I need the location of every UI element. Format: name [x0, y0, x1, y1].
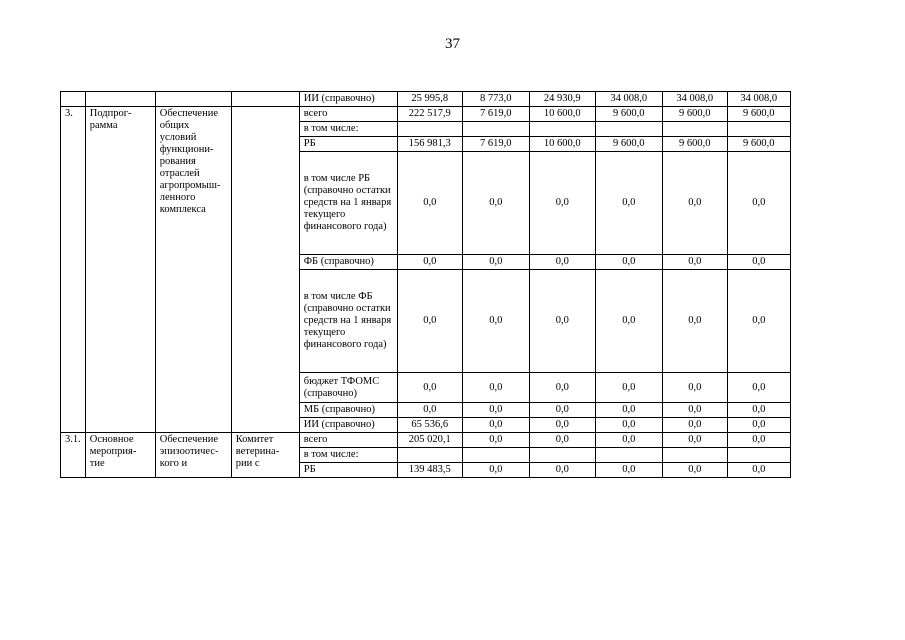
cell-number: 3. — [61, 107, 86, 433]
cell-amount: 0,0 — [397, 152, 462, 255]
cell-amount: 156 981,3 — [397, 137, 462, 152]
cell-amount: 0,0 — [595, 373, 662, 403]
cell-amount: 0,0 — [595, 403, 662, 418]
cell-amount: 0,0 — [727, 270, 790, 373]
cell-amount: 0,0 — [662, 373, 727, 403]
cell-amount: 0,0 — [529, 418, 595, 433]
cell-amount: 0,0 — [595, 152, 662, 255]
cell-amount: 222 517,9 — [397, 107, 462, 122]
cell-amount: 0,0 — [727, 255, 790, 270]
cell-amount — [595, 122, 662, 137]
cell-funding-source: РБ — [299, 463, 397, 478]
cell-amount: 0,0 — [529, 373, 595, 403]
cell-amount: 205 020,1 — [397, 433, 462, 448]
cell-funding-source: всего — [299, 433, 397, 448]
cell-amount: 0,0 — [397, 373, 462, 403]
cell-amount — [462, 122, 529, 137]
cell-number — [61, 92, 86, 107]
budget-table — [60, 91, 791, 478]
cell-name: Обеспечение эпизоотичес- кого и — [155, 433, 231, 478]
cell-amount: 0,0 — [397, 270, 462, 373]
cell-amount: 9 600,0 — [662, 137, 727, 152]
cell-amount: 0,0 — [462, 270, 529, 373]
cell-amount: 0,0 — [595, 418, 662, 433]
cell-amount: 9 600,0 — [595, 137, 662, 152]
cell-amount: 0,0 — [595, 463, 662, 478]
cell-executor — [231, 92, 299, 107]
cell-amount: 0,0 — [462, 373, 529, 403]
cell-name: Обеспечение общих условий функциони- рования отраслей агропромыш- ленного комплекса — [155, 107, 231, 433]
cell-funding-source: всего — [299, 107, 397, 122]
cell-amount: 0,0 — [595, 433, 662, 448]
cell-amount: 0,0 — [462, 433, 529, 448]
cell-funding-source: бюджет ТФОМС (справочно) — [299, 373, 397, 403]
cell-amount: 0,0 — [595, 255, 662, 270]
cell-amount: 0,0 — [529, 255, 595, 270]
cell-amount — [462, 448, 529, 463]
cell-amount: 0,0 — [727, 152, 790, 255]
cell-amount: 0,0 — [462, 418, 529, 433]
cell-type: Основное мероприя- тие — [85, 433, 155, 478]
cell-amount: 0,0 — [662, 152, 727, 255]
cell-amount: 0,0 — [462, 152, 529, 255]
cell-amount: 0,0 — [529, 433, 595, 448]
cell-funding-source: ИИ (справочно) — [299, 92, 397, 107]
cell-amount: 24 930,9 — [529, 92, 595, 107]
cell-funding-source: ФБ (справочно) — [299, 255, 397, 270]
cell-amount: 0,0 — [397, 255, 462, 270]
cell-funding-source: МБ (справочно) — [299, 403, 397, 418]
cell-amount: 0,0 — [662, 270, 727, 373]
cell-funding-source: в том числе РБ (справочно остатки средств на 1 января текущего финансового года) — [299, 152, 397, 255]
cell-amount: 10 600,0 — [529, 107, 595, 122]
cell-amount — [397, 122, 462, 137]
cell-amount: 0,0 — [462, 463, 529, 478]
table-row — [61, 433, 791, 448]
cell-amount: 9 600,0 — [595, 107, 662, 122]
cell-amount: 0,0 — [529, 463, 595, 478]
cell-amount: 7 619,0 — [462, 107, 529, 122]
cell-amount: 0,0 — [662, 463, 727, 478]
cell-funding-source: в том числе ФБ (справочно остатки средств на 1 января текущего финансового года) — [299, 270, 397, 373]
cell-funding-source: в том числе: — [299, 122, 397, 137]
cell-amount: 9 600,0 — [727, 107, 790, 122]
cell-amount: 8 773,0 — [462, 92, 529, 107]
cell-funding-source: ИИ (справочно) — [299, 418, 397, 433]
cell-type: Подпрог- рамма — [85, 107, 155, 433]
table-row — [61, 107, 791, 122]
cell-funding-source: РБ — [299, 137, 397, 152]
cell-executor: Комитет ветерина- рии с — [231, 433, 299, 478]
cell-executor — [231, 107, 299, 433]
cell-amount: 25 995,8 — [397, 92, 462, 107]
cell-amount: 0,0 — [662, 255, 727, 270]
cell-amount: 0,0 — [529, 152, 595, 255]
cell-amount: 0,0 — [727, 373, 790, 403]
cell-amount: 0,0 — [727, 418, 790, 433]
cell-amount: 0,0 — [595, 270, 662, 373]
cell-amount — [727, 122, 790, 137]
cell-amount: 0,0 — [462, 255, 529, 270]
cell-amount: 139 483,5 — [397, 463, 462, 478]
cell-amount: 9 600,0 — [662, 107, 727, 122]
cell-amount — [529, 122, 595, 137]
cell-amount: 65 536,6 — [397, 418, 462, 433]
page-number: 37 — [445, 36, 460, 52]
cell-type — [85, 92, 155, 107]
cell-amount: 34 008,0 — [595, 92, 662, 107]
cell-amount: 0,0 — [462, 403, 529, 418]
cell-amount: 0,0 — [662, 403, 727, 418]
cell-amount: 0,0 — [529, 270, 595, 373]
cell-amount — [662, 122, 727, 137]
cell-amount — [397, 448, 462, 463]
cell-funding-source: в том числе: — [299, 448, 397, 463]
cell-amount — [727, 448, 790, 463]
cell-amount: 0,0 — [397, 403, 462, 418]
cell-amount: 0,0 — [662, 418, 727, 433]
cell-amount: 9 600,0 — [727, 137, 790, 152]
cell-amount: 0,0 — [727, 463, 790, 478]
cell-amount: 0,0 — [727, 433, 790, 448]
cell-name — [155, 92, 231, 107]
cell-amount — [595, 448, 662, 463]
cell-amount: 0,0 — [529, 403, 595, 418]
cell-amount: 34 008,0 — [727, 92, 790, 107]
cell-amount — [529, 448, 595, 463]
cell-number: 3.1. — [61, 433, 86, 478]
cell-amount: 0,0 — [727, 403, 790, 418]
cell-amount — [662, 448, 727, 463]
cell-amount: 34 008,0 — [662, 92, 727, 107]
table-row — [61, 92, 791, 107]
cell-amount: 7 619,0 — [462, 137, 529, 152]
cell-amount: 10 600,0 — [529, 137, 595, 152]
cell-amount: 0,0 — [662, 433, 727, 448]
